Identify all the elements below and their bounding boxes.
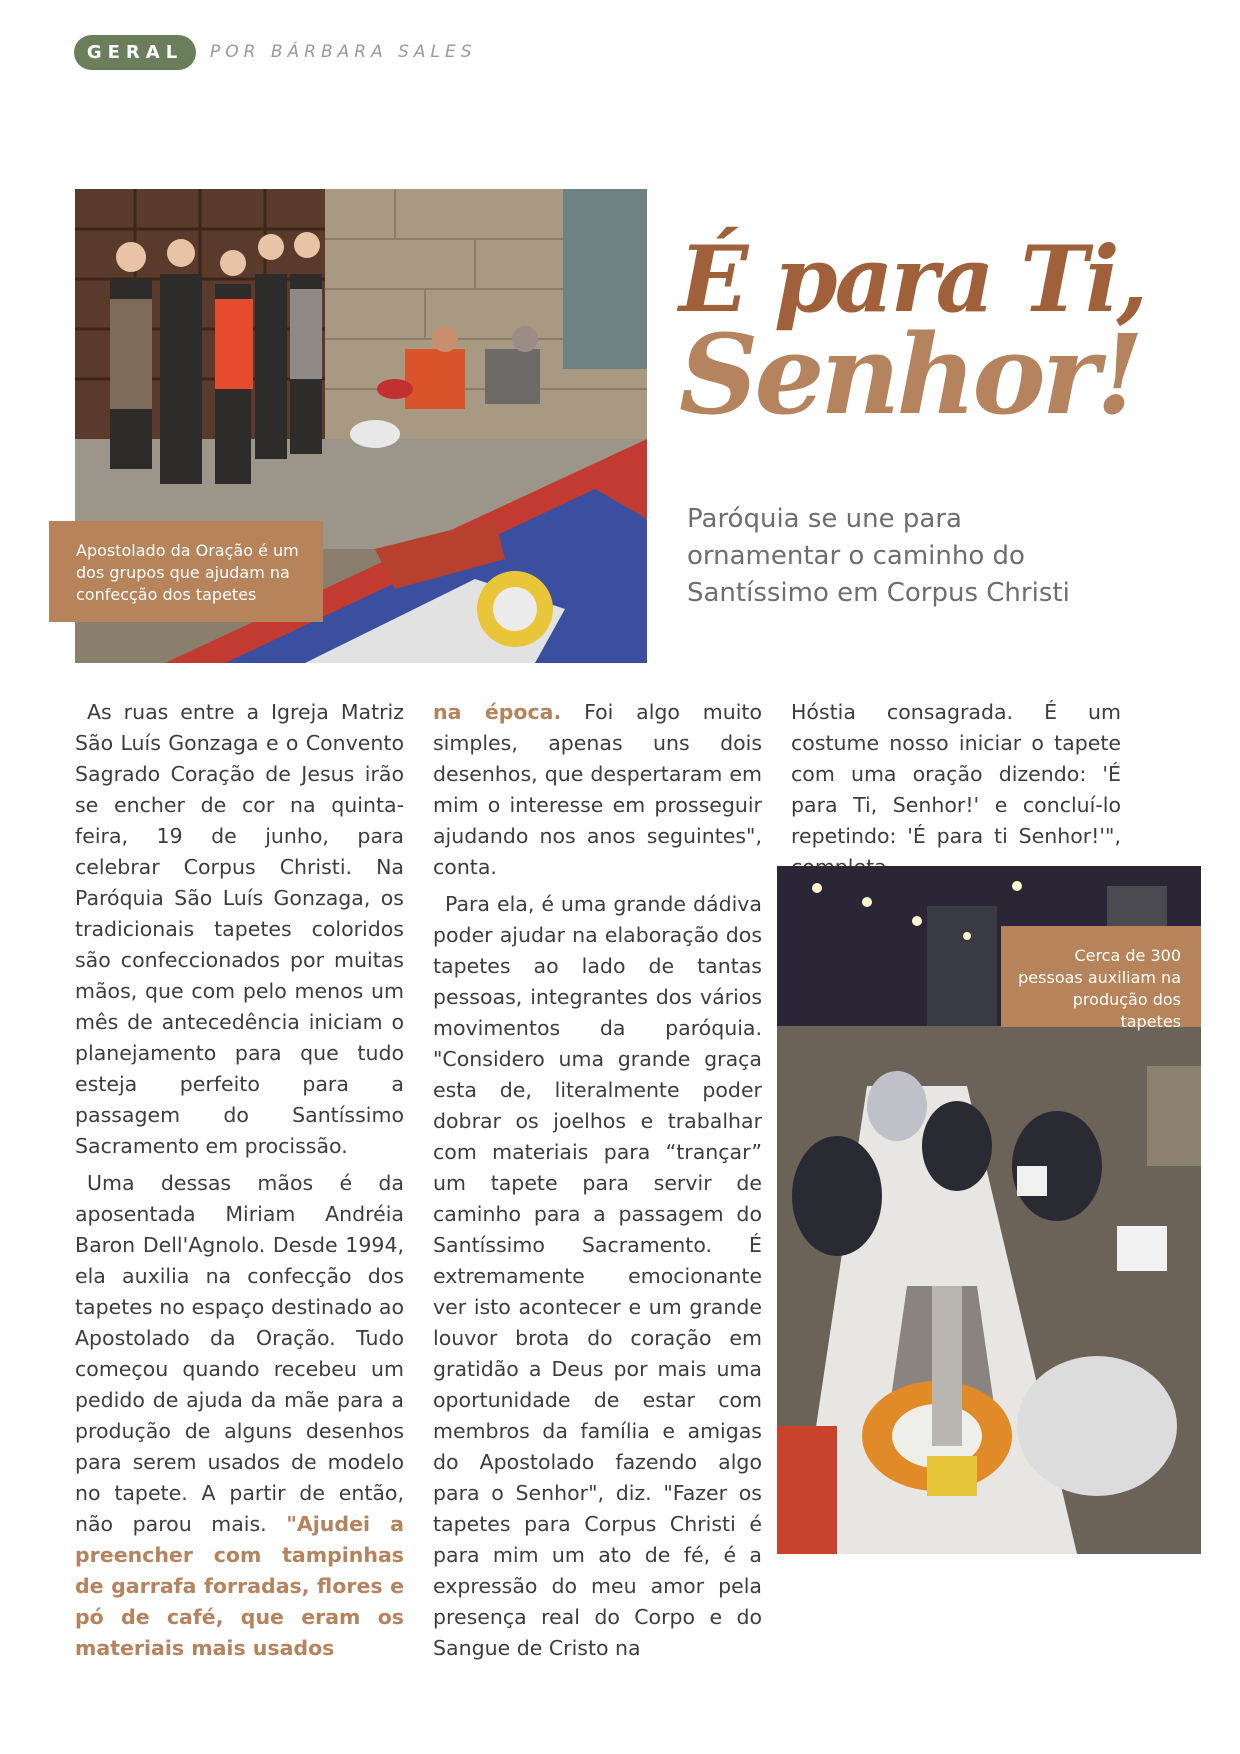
article-deck: Paróquia se une para ornamentar o caminho do Santíssimo em Corpus Christi [687,504,1070,608]
title-line-1: É para Ti, [679,227,1146,333]
photo1-caption: Apostolado da Oração é um dos grupos que ajudam na confecção dos tapetes [49,521,323,622]
paragraph: As ruas entre a Igreja Matriz São Luís Gonzaga e o Convento Sagrado Coração de Jesus irão se encher de cor na quinta-feira, 19 de junho, para celebrar Corpus Christi. Na Paróquia São Luís Gonzaga, os tradicionais tapetes coloridos são confeccionados por muitas mãos, que com pelo menos um mês de antecedência iniciam o planejamento para que tudo esteja perfeito para a passagem do Santíssimo Sacramento em procissão. [75,700,404,1158]
paragraph [75,1168,404,1664]
author-byline: POR BÁRBARA SALES [210,42,477,62]
paragraph: Para ela, é uma grande dádiva poder ajudar na elaboração dos tapetes ao lado de tantas pessoas, integrantes dos vários movimentos da paróquia. "Considero uma grande graça esta de, literalmente poder dobrar os joelhos e trabalhar com materiais para “trançar” um tapete para servir de caminho para a passagem do Santíssimo Sacramento. É extremamente emocionante ver isto acontecer e um grande louvor brota do coração em gratidão a Deus por mais uma oportunidade de estar com membros da família e amigas do Apostolado fazendo algo para o Senhor", diz. "Fazer os tapetes para Corpus Christi é para mim um ato de fé, é a expressão do meu amor pela presença real do Corpo e do Sangue de Cristo na [433,892,762,1660]
pull-quote: "Ajudei a preencher com tampinhas de garrafa forradas, flores e pó de café, que eram os materiais mais usados [75,1512,404,1660]
column-3 [791,697,1121,889]
title-line-2: Senhor! [679,310,1140,439]
paragraph: Hóstia consagrada. É um costume nosso iniciar o tapete com uma oração dizendo: 'É para Ti, Senhor!' e concluí-lo repetindo: 'É para ti Senhor!'", [791,700,1121,848]
pull-quote-end: na época. [433,700,562,724]
section-label: GERAL [74,35,196,70]
paragraph-text: Uma dessas mãos é da aposentada Miriam Andréia Baron Dell'Agnolo. Desde 1994, ela auxilia na confecção dos tapetes no espaço destinado ao Apostolado da Oração. Tudo começou quando recebeu um pedido de ajuda da mãe para a produção de alguns desenhos para serem usados de modelo no tapete. A partir de então, não parou mais. [75,1171,404,1536]
paragraph-text: Foi algo muito simples, apenas uns dois desenhos, que despertaram em mim o interesse em prosseguir ajudando nos anos seguintes", conta. [433,700,762,879]
article-title [679,227,1219,439]
column-2 [433,697,762,1670]
paragraph [433,697,762,883]
column-1 [75,697,404,1670]
photo2-caption: Cerca de 300 pessoas auxiliam na produção dos tapetes [1001,926,1201,1027]
